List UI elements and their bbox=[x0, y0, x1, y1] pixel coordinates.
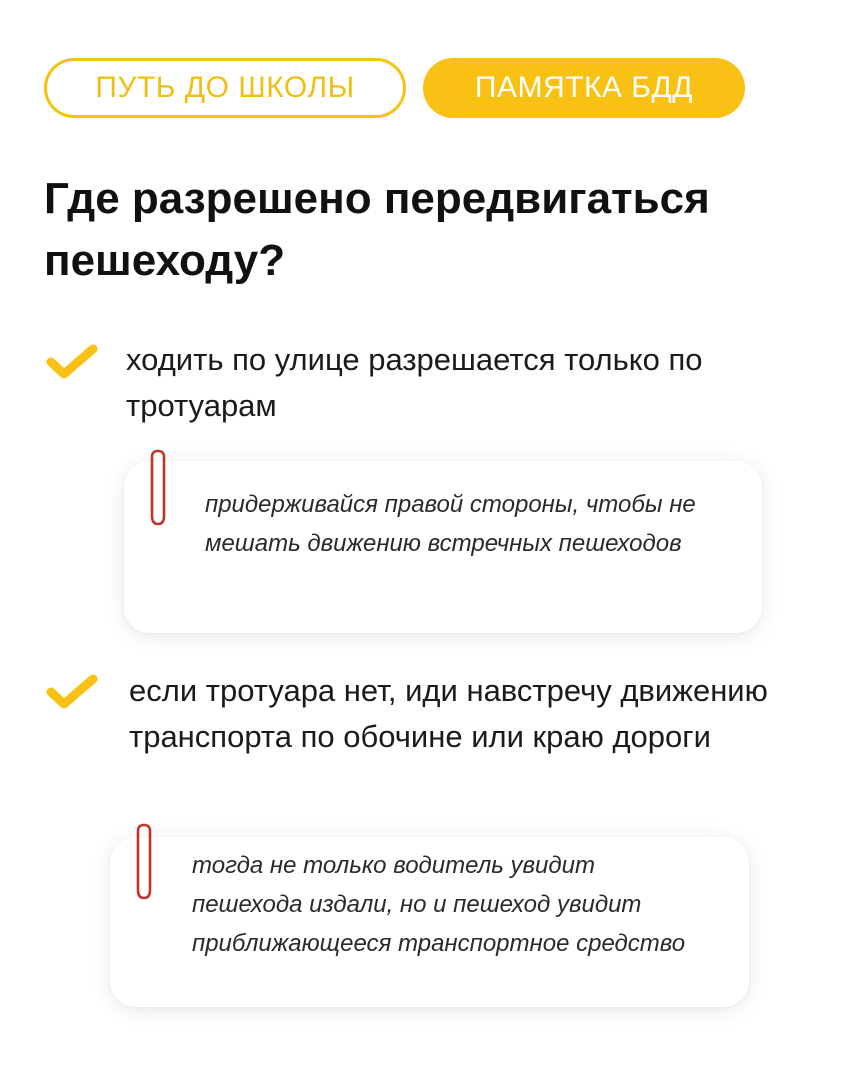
paperclip-icon bbox=[143, 448, 173, 528]
note-1-text: придерживайся правой стороны, чтобы не мешать движению встречных пешеходов bbox=[205, 491, 696, 557]
tag-traffic-rules-memo: ПАМЯТКА БДД bbox=[423, 58, 745, 118]
page-title: Где разрешено передвигаться пешеходу? bbox=[44, 174, 710, 285]
item-1-text: ходить по улице разрешается только по тротуарам bbox=[126, 342, 703, 423]
paperclip-icon bbox=[129, 822, 159, 902]
item-2-text: если тротуара нет, иди навстречу движению транспорта по обочине или краю дороги bbox=[129, 673, 768, 754]
checkmark-icon bbox=[46, 342, 98, 382]
note-2-text: тогда не только водитель увидит пешехода издали, но и пешеход увидит приближающееся транспортное средство bbox=[192, 852, 686, 957]
tag-path-to-school: ПУТЬ ДО ШКОЛЫ bbox=[44, 58, 406, 118]
checkmark-icon bbox=[46, 672, 98, 712]
